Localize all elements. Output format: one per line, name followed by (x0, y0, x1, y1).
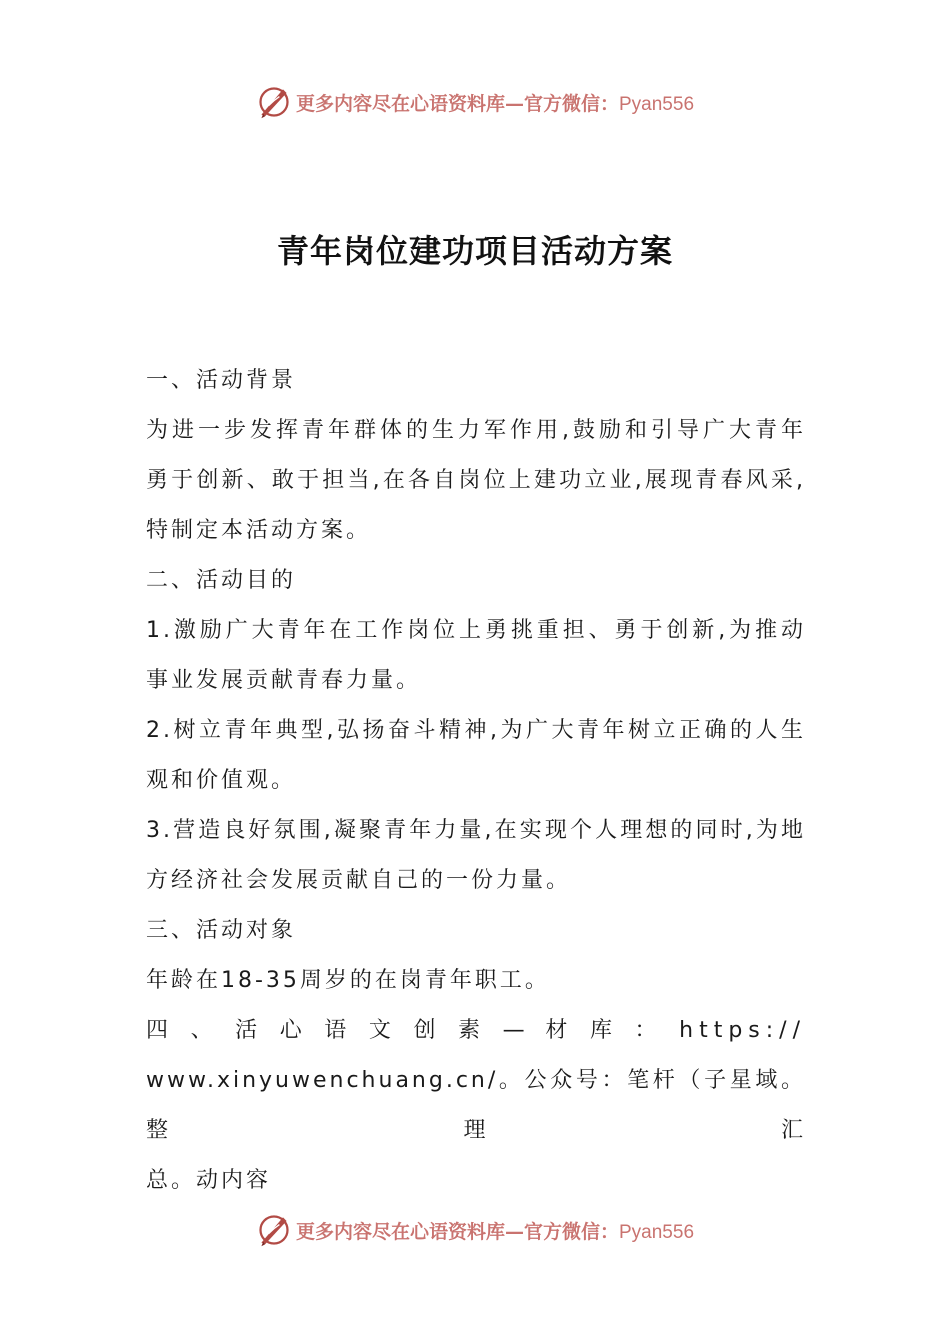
section-heading-target: 三、活动对象 (146, 918, 297, 943)
quill-logo-icon (256, 1212, 292, 1248)
list-item-line: 事业发展贡献青春力量。 (146, 668, 422, 693)
section-heading-purpose: 二、活动目的 (146, 568, 297, 593)
list-item-line: 3.营造良好氛围,凝聚青年力量,在实现个人理想的同时,为地 (146, 818, 806, 843)
watermark-text: 更多内容尽在心语资料库—官方微信：Pyan556 (295, 1220, 695, 1243)
quill-logo-icon (256, 84, 292, 120)
paragraph-line: 为进一步发挥青年群体的生力军作用,鼓励和引导广大青年 (146, 418, 806, 443)
footer-watermark (0, 1210, 950, 1250)
watermark-text: 更多内容尽在心语资料库—官方微信：Pyan556 (295, 92, 695, 115)
list-item-line: 1.激励广大青年在工作岗位上勇挑重担、勇于创新,为推动 (146, 618, 806, 643)
list-item-line: 2.树立青年典型,弘扬奋斗精神,为广大青年树立正确的人生 (146, 718, 806, 743)
section-heading-content: 四 、 活 心 语 文 创 素 — 材 库 ： https:// (146, 1018, 806, 1043)
paragraph-line: 勇于创新、敢于担当,在各自岗位上建功立业,展现青春风采, (146, 468, 806, 493)
document-body (146, 356, 806, 1206)
section-heading-background: 一、活动背景 (146, 368, 297, 393)
list-item-line: 观和价值观。 (146, 768, 297, 793)
paragraph-line: 年龄在18-35周岁的在岗青年职工。 (146, 968, 550, 993)
document-title: 青年岗位建功项目活动方案 (276, 232, 673, 270)
paragraph-line: 特制定本活动方案。 (146, 518, 372, 543)
paragraph-line: www.xinyuwenchuang.cn/。公众号：笔杆（子星域。整理汇 (146, 1068, 806, 1143)
header-watermark (0, 82, 950, 122)
paragraph-line: 总。动内容 (146, 1168, 272, 1193)
list-item-line: 方经济社会发展贡献自己的一份力量。 (146, 868, 572, 893)
